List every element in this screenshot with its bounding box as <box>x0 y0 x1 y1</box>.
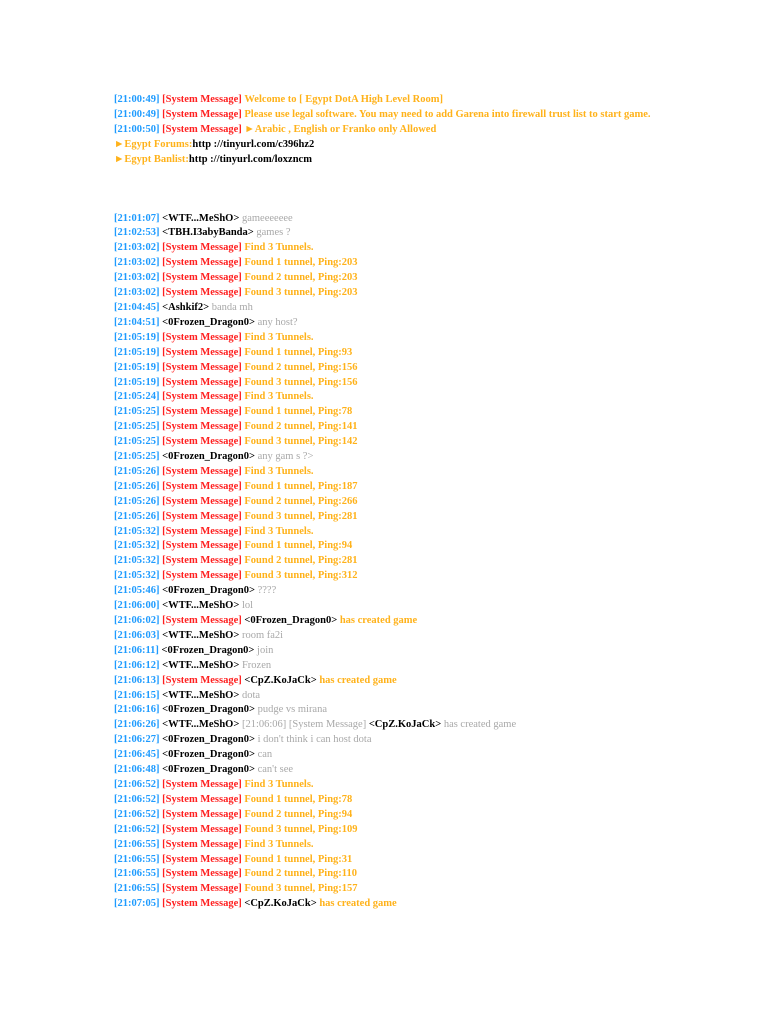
system-tag: [System Message] <box>162 331 242 343</box>
chat-line <box>114 703 654 718</box>
message-text: Found 2 tunnel, Ping:203 <box>244 272 358 284</box>
message-text: Found 1 tunnel, Ping:187 <box>244 480 358 492</box>
system-message-line <box>114 539 654 554</box>
nickname: <TBH.I3abyBanda> <box>162 227 254 239</box>
system-message-line <box>114 882 654 897</box>
message-text: Found 2 tunnel, Ping:110 <box>244 868 357 880</box>
room-welcome-block <box>114 93 654 168</box>
timestamp: [21:06:16] <box>114 704 160 716</box>
message-text: room fa2i <box>241 629 284 641</box>
timestamp: [21:00:49] <box>114 94 160 105</box>
system-tag: [System Message] <box>162 853 242 865</box>
message-text: Found 3 tunnel, Ping:203 <box>244 287 358 299</box>
timestamp: [21:06:52] <box>114 778 160 790</box>
timestamp: [21:06:52] <box>114 808 160 820</box>
nickname: <Ashkif2> <box>162 301 210 313</box>
timestamp: [21:05:19] <box>114 346 160 358</box>
message-text: Find 3 Tunnels. <box>244 838 314 850</box>
info-label: ►Egypt Forums: <box>114 138 193 150</box>
info-line <box>114 153 654 168</box>
chat-line <box>114 629 654 644</box>
system-tag: [System Message] <box>162 108 242 120</box>
message-text: Please use legal software. You may need to add Garena into firewall trust list to start game. <box>244 108 651 120</box>
system-message-line <box>114 465 654 480</box>
nickname: <0Frozen_Dragon0> <box>161 644 255 656</box>
system-tag: [System Message] <box>162 525 242 537</box>
timestamp: [21:05:26] <box>114 480 160 492</box>
chat-line <box>114 316 654 331</box>
info-url[interactable]: http ://tinyurl.com/loxzncm <box>188 153 312 165</box>
message-text: Found 2 tunnel, Ping:156 <box>244 361 358 373</box>
nickname: <WTF...MeShO> <box>162 212 240 224</box>
timestamp: [21:05:19] <box>114 376 160 388</box>
system-message-line <box>114 405 654 420</box>
system-tag: [System Message] <box>162 778 242 790</box>
system-message-line <box>114 853 654 868</box>
message-text: Found 2 tunnel, Ping:141 <box>244 421 358 433</box>
system-message-line <box>114 510 654 525</box>
message-text: Found 3 tunnel, Ping:312 <box>244 570 358 582</box>
timestamp: [21:06:02] <box>114 615 160 626</box>
message-text: Welcome to [ Egypt DotA High Level Room] <box>244 94 443 105</box>
system-message-line <box>114 346 654 361</box>
timestamp: [21:02:53] <box>114 227 160 239</box>
timestamp: [21:05:32] <box>114 555 160 567</box>
system-tag: [System Message] <box>162 257 242 269</box>
message-text: Find 3 Tunnels. <box>244 778 314 790</box>
system-message-line <box>114 614 654 629</box>
message-text: Found 1 tunnel, Ping:203 <box>244 257 358 269</box>
nickname: <0Frozen_Dragon0> <box>162 704 255 716</box>
timestamp: [21:05:46] <box>114 585 160 597</box>
message-text: Found 1 tunnel, Ping:31 <box>244 853 353 865</box>
timestamp: [21:06:52] <box>114 793 160 805</box>
system-message-line <box>114 808 654 823</box>
message-text: Find 3 Tunnels. <box>244 391 314 403</box>
nickname: <WTF...MeShO> <box>162 600 240 612</box>
system-tag: [System Message] <box>162 376 242 388</box>
timestamp: [21:06:27] <box>114 734 160 746</box>
system-message-line <box>114 123 654 138</box>
message-text: join <box>257 644 274 656</box>
nickname: <WTF...MeShO> <box>162 629 240 641</box>
nickname: <0Frozen_Dragon0> <box>162 734 255 746</box>
system-tag: [System Message] <box>162 823 242 835</box>
system-tag: [System Message] <box>162 555 242 567</box>
system-message-line <box>114 525 654 540</box>
timestamp: [21:04:45] <box>114 301 160 313</box>
timestamp: [21:05:26] <box>114 510 160 522</box>
quoted-system-text: [21:06:06] [System Message] <box>241 719 367 731</box>
message-text: dota <box>241 689 261 701</box>
message-text: Found 1 tunnel, Ping:94 <box>244 540 353 552</box>
chat-line <box>114 450 654 465</box>
system-tag: [System Message] <box>162 615 242 626</box>
chat-line <box>114 748 654 763</box>
timestamp: [21:05:32] <box>114 540 160 552</box>
message-text: can <box>257 749 273 761</box>
message-text: ►Arabic , English or Franko only Allowed <box>244 123 437 135</box>
nickname: <WTF...MeShO> <box>162 659 240 671</box>
system-message-line <box>114 823 654 838</box>
system-message-line <box>114 838 654 853</box>
system-message-line <box>114 569 654 584</box>
chat-line <box>114 584 654 599</box>
system-message-line <box>114 674 654 689</box>
system-tag: [System Message] <box>162 793 242 805</box>
system-tag: [System Message] <box>162 272 242 284</box>
message-text: Found 1 tunnel, Ping:78 <box>244 406 353 418</box>
timestamp: [21:06:45] <box>114 749 160 761</box>
timestamp: [21:06:15] <box>114 689 160 701</box>
timestamp: [21:03:02] <box>114 287 160 299</box>
system-message-line <box>114 286 654 301</box>
chat-line <box>114 733 654 748</box>
timestamp: [21:05:32] <box>114 570 160 582</box>
message-text: Find 3 Tunnels. <box>244 465 314 477</box>
timestamp: [21:03:02] <box>114 242 160 254</box>
message-text: Found 3 tunnel, Ping:157 <box>244 883 358 895</box>
timestamp: [21:04:51] <box>114 316 160 328</box>
chat-line <box>114 659 654 674</box>
message-text: Found 3 tunnel, Ping:109 <box>244 823 358 835</box>
system-tag: [System Message] <box>162 838 242 850</box>
timestamp: [21:05:25] <box>114 421 160 433</box>
system-tag: [System Message] <box>162 361 242 373</box>
message-text: banda mh <box>211 301 253 313</box>
system-message-line <box>114 420 654 435</box>
timestamp: [21:06:55] <box>114 868 160 880</box>
timestamp: [21:06:48] <box>114 764 160 776</box>
system-tag: [System Message] <box>162 94 242 105</box>
chat-line <box>114 301 654 316</box>
info-label: ►Egypt Banlist: <box>114 153 189 165</box>
chat-log <box>114 93 654 912</box>
system-tag: [System Message] <box>162 406 242 418</box>
message-text: Found 2 tunnel, Ping:94 <box>244 808 353 820</box>
system-tag: [System Message] <box>162 391 242 403</box>
system-message-line <box>114 867 654 882</box>
timestamp: [21:05:32] <box>114 525 160 537</box>
timestamp: [21:06:03] <box>114 629 160 641</box>
message-text: gameeeeeee <box>241 212 293 224</box>
system-message-line <box>114 390 654 405</box>
info-line <box>114 138 654 153</box>
nickname: <WTF...MeShO> <box>162 689 240 701</box>
timestamp: [21:00:50] <box>114 123 160 135</box>
system-tag: [System Message] <box>162 465 242 477</box>
message-text: Found 2 tunnel, Ping:281 <box>244 555 358 567</box>
chat-line <box>114 644 654 659</box>
system-message-line <box>114 480 654 495</box>
timestamp: [21:01:07] <box>114 212 160 224</box>
section-gap <box>114 168 654 212</box>
system-tag: [System Message] <box>162 898 242 910</box>
timestamp: [21:05:25] <box>114 436 160 448</box>
chat-line <box>114 689 654 704</box>
nickname: <WTF...MeShO> <box>162 719 240 731</box>
timestamp: [21:06:11] <box>114 644 159 656</box>
message-text: Found 1 tunnel, Ping:93 <box>244 346 353 358</box>
nickname: <0Frozen_Dragon0> <box>244 615 338 626</box>
system-message-line <box>114 361 654 376</box>
system-message-line <box>114 256 654 271</box>
message-text: Find 3 Tunnels. <box>244 242 314 254</box>
system-message-line <box>114 793 654 808</box>
nickname: <CpZ.KoJaCk> <box>244 674 317 686</box>
nickname: <0Frozen_Dragon0> <box>162 764 255 776</box>
system-tag: [System Message] <box>162 480 242 492</box>
info-url[interactable]: http ://tinyurl.com/c396hz2 <box>192 138 315 150</box>
timestamp: [21:06:13] <box>114 674 160 686</box>
message-text: Found 3 tunnel, Ping:156 <box>244 376 358 388</box>
system-tag: [System Message] <box>162 495 242 507</box>
chat-line <box>114 226 654 241</box>
system-message-line <box>114 376 654 391</box>
system-tag: [System Message] <box>162 346 242 358</box>
system-message-line <box>114 897 654 912</box>
chat-line <box>114 212 654 227</box>
message-text: has created game <box>443 719 517 731</box>
message-text: Found 3 tunnel, Ping:281 <box>244 510 358 522</box>
system-tag: [System Message] <box>162 510 242 522</box>
nickname: <0Frozen_Dragon0> <box>162 749 255 761</box>
nickname: <0Frozen_Dragon0> <box>162 585 255 597</box>
system-tag: [System Message] <box>162 570 242 582</box>
system-message-line <box>114 271 654 286</box>
chat-line <box>114 763 654 778</box>
system-tag: [System Message] <box>162 421 242 433</box>
timestamp: [21:07:05] <box>114 898 160 910</box>
chat-line <box>114 718 654 733</box>
timestamp: [21:05:25] <box>114 451 160 463</box>
message-text: Find 3 Tunnels. <box>244 331 314 343</box>
timestamp: [21:05:19] <box>114 331 160 343</box>
timestamp: [21:06:52] <box>114 823 160 835</box>
system-tag: [System Message] <box>162 868 242 880</box>
system-message-line <box>114 435 654 450</box>
message-text: ???? <box>257 585 277 597</box>
system-tag: [System Message] <box>162 123 242 135</box>
message-text: games ? <box>256 227 291 239</box>
timestamp: [21:06:12] <box>114 659 160 671</box>
system-tag: [System Message] <box>162 808 242 820</box>
timestamp: [21:05:24] <box>114 391 160 403</box>
chat-messages-block <box>114 212 654 913</box>
message-text: Found 1 tunnel, Ping:78 <box>244 793 353 805</box>
system-message-line <box>114 93 654 108</box>
timestamp: [21:06:55] <box>114 838 160 850</box>
message-text: Found 3 tunnel, Ping:142 <box>244 436 358 448</box>
message-text: has created game <box>339 615 418 626</box>
system-message-line <box>114 495 654 510</box>
timestamp: [21:05:26] <box>114 495 160 507</box>
message-text: can't see <box>257 764 294 776</box>
nickname: <0Frozen_Dragon0> <box>162 451 255 463</box>
system-tag: [System Message] <box>162 883 242 895</box>
message-text: i don't think i can host dota <box>257 734 372 746</box>
message-text: has created game <box>319 674 397 686</box>
system-message-line <box>114 778 654 793</box>
timestamp: [21:06:55] <box>114 853 160 865</box>
system-tag: [System Message] <box>162 674 242 686</box>
system-tag: [System Message] <box>162 242 242 254</box>
timestamp: [21:06:55] <box>114 883 160 895</box>
message-text: Find 3 Tunnels. <box>244 525 314 537</box>
timestamp: [21:00:49] <box>114 108 160 120</box>
message-text: any gam s ?> <box>257 451 314 463</box>
message-text: pudge vs mirana <box>257 704 328 716</box>
nickname: <0Frozen_Dragon0> <box>162 316 255 328</box>
timestamp: [21:06:26] <box>114 719 160 731</box>
system-tag: [System Message] <box>162 287 242 299</box>
chat-line <box>114 599 654 614</box>
timestamp: [21:06:00] <box>114 600 160 612</box>
message-text: lol <box>241 600 254 612</box>
message-text: has created game <box>319 898 397 910</box>
nickname: <CpZ.KoJaCk> <box>244 898 317 910</box>
timestamp: [21:05:25] <box>114 406 160 418</box>
timestamp: [21:03:02] <box>114 272 160 284</box>
timestamp: [21:05:26] <box>114 465 160 477</box>
message-text: Frozen <box>241 659 272 671</box>
nickname: <CpZ.KoJaCk> <box>368 719 442 731</box>
timestamp: [21:03:02] <box>114 257 160 269</box>
system-message-line <box>114 108 654 123</box>
system-tag: [System Message] <box>162 540 242 552</box>
system-message-line <box>114 331 654 346</box>
timestamp: [21:05:19] <box>114 361 160 373</box>
message-text: any host? <box>257 316 298 328</box>
system-tag: [System Message] <box>162 436 242 448</box>
system-message-line <box>114 241 654 256</box>
system-message-line <box>114 554 654 569</box>
message-text: Found 2 tunnel, Ping:266 <box>244 495 358 507</box>
